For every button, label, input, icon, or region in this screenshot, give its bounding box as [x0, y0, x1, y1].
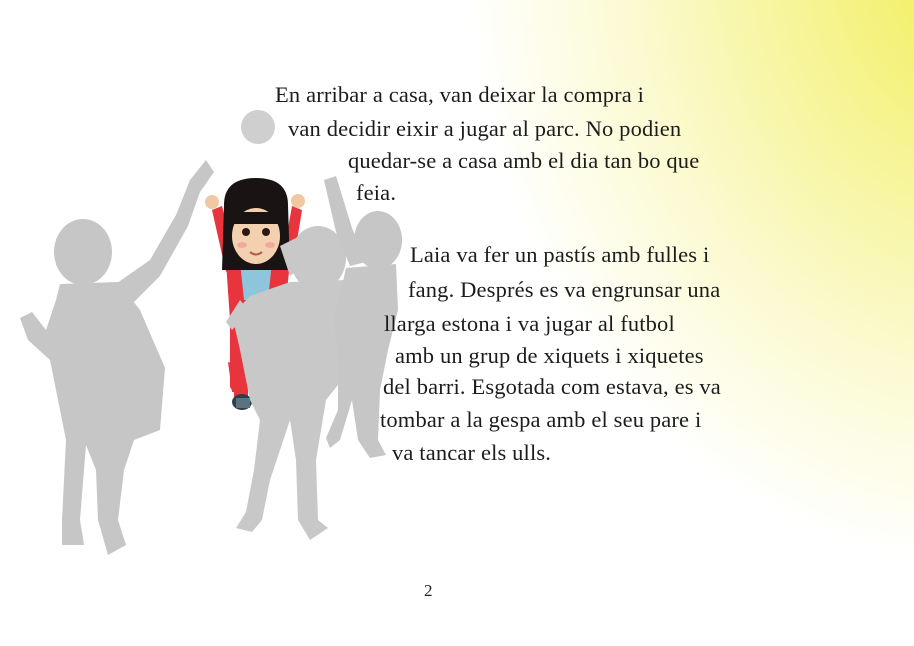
story-line: feia.	[356, 180, 397, 205]
story-line: fang. Després es va engrunsar una	[408, 277, 721, 302]
ball	[241, 110, 275, 144]
story-line: quedar-se a casa amb el dia tan bo que	[348, 148, 700, 173]
story-line: Laia va fer un pastís amb fulles i	[410, 242, 710, 267]
story-line: llarga estona i va jugar al futbol	[384, 311, 675, 336]
story-line: del barri. Esgotada com estava, es va	[383, 374, 721, 399]
story-line: amb un grup de xiquets i xiquetes	[395, 343, 704, 368]
page-number: 2	[424, 581, 433, 600]
story-line: tombar a la gespa amb el seu pare i	[380, 407, 702, 432]
story-line: va tancar els ulls.	[392, 440, 552, 465]
story-line: van decidir eixir a jugar al parc. No podien	[288, 116, 682, 141]
story-line: En arribar a casa, van deixar la compra i	[275, 82, 645, 107]
silhouette-boy-left	[20, 160, 214, 555]
